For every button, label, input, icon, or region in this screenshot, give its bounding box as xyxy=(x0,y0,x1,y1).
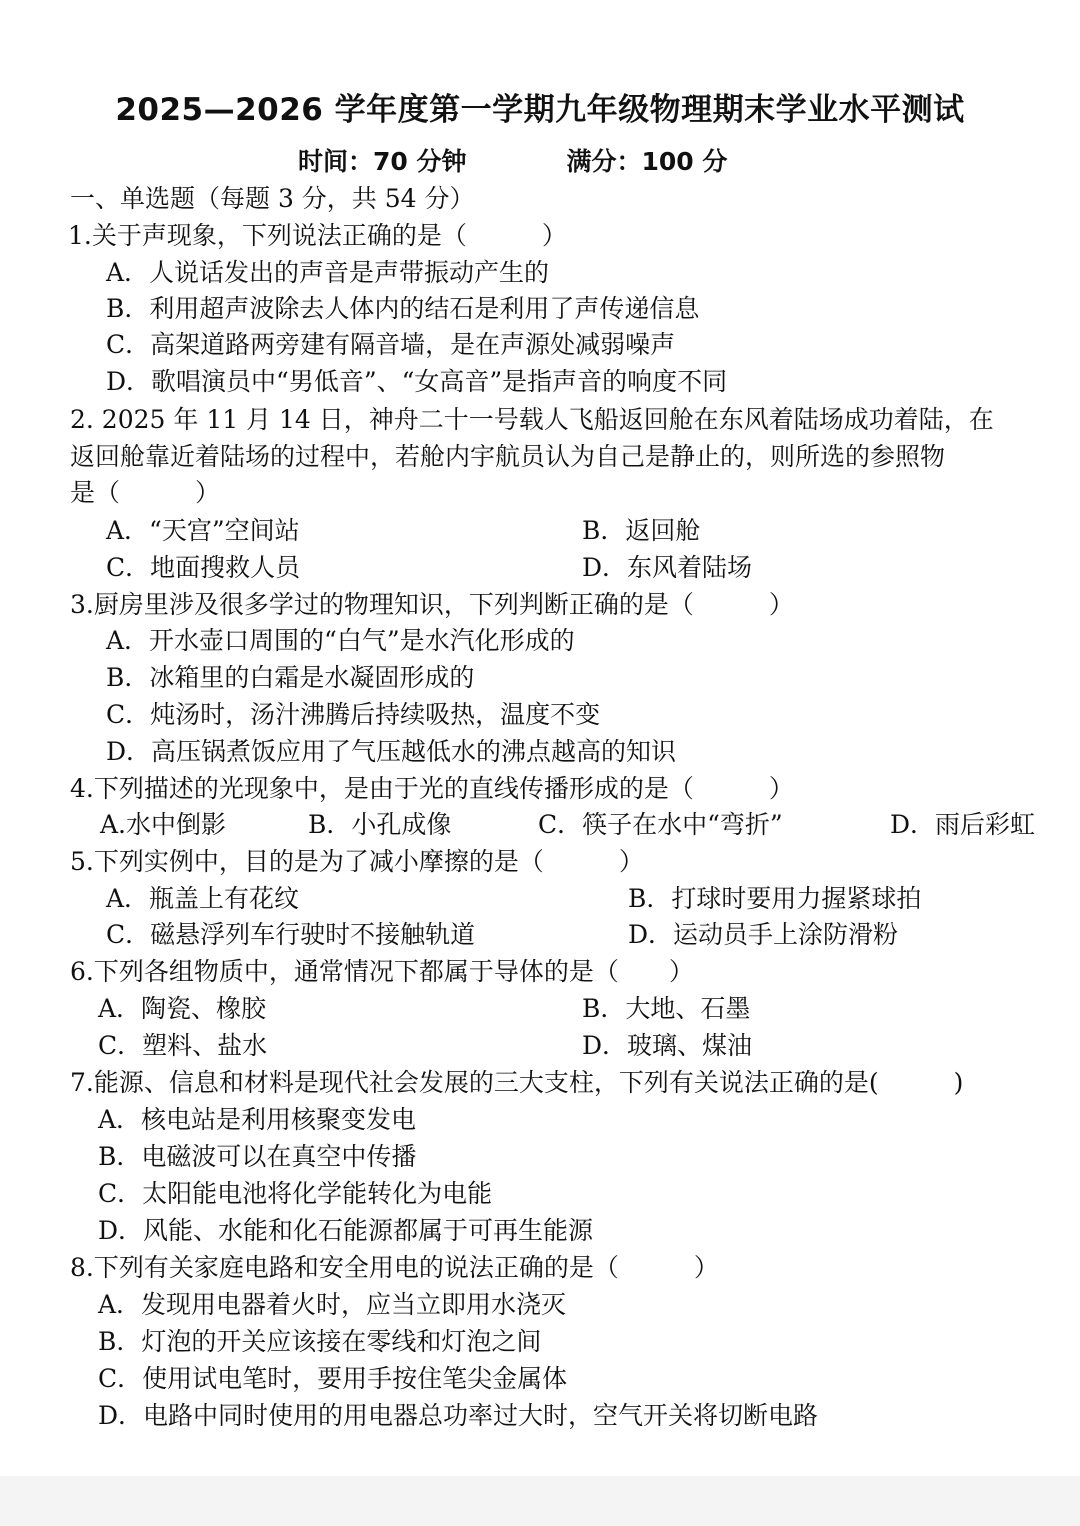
option: C．炖汤时，汤汁沸腾后持续吸热，温度不变 xyxy=(106,700,601,729)
option: C．磁悬浮列车行驶时不接触轨道 xyxy=(106,920,476,949)
question-stem: 4.下列描述的光现象中，是由于光的直线传播形成的是（ ） xyxy=(70,774,794,803)
question-stem: 5.下列实例中，目的是为了减小摩擦的是（ ） xyxy=(70,847,644,876)
option: B．利用超声波除去人体内的结石是利用了声传递信息 xyxy=(106,294,700,323)
question-stem: 2. 2025 年 11 月 14 日，神舟二十一号载人飞船返回舱在东风着陆场成功着陆，在 xyxy=(70,405,994,434)
option: C．筷子在水中“弯折” xyxy=(538,810,783,839)
option: D．东风着陆场 xyxy=(582,553,753,582)
option: B．返回舱 xyxy=(582,516,701,545)
option: B．打球时要用力握紧球拍 xyxy=(628,884,922,913)
option: A．人说话发出的声音是声带振动产生的 xyxy=(106,258,550,287)
option: B．小孔成像 xyxy=(308,810,452,839)
option: A．瓶盖上有花纹 xyxy=(106,884,300,913)
question-stem: 1.关于声现象，下列说法正确的是（ ） xyxy=(68,221,567,250)
option: A.水中倒影 xyxy=(100,810,227,839)
option: B．灯泡的开关应该接在零线和灯泡之间 xyxy=(98,1327,542,1356)
option: D．雨后彩虹 xyxy=(890,810,1036,839)
option: D．歌唱演员中“男低音”、“女高音”是指声音的响度不同 xyxy=(106,367,728,396)
exam-title: 2025—2026 学年度第一学期九年级物理期末学业水平测试 xyxy=(115,92,965,128)
question-stem: 7.能源、信息和材料是现代社会发展的三大支柱，下列有关说法正确的是( ) xyxy=(70,1068,964,1097)
option: C．地面搜救人员 xyxy=(106,553,301,582)
question-stem: 6.下列各组物质中，通常情况下都属于导体的是（ ） xyxy=(70,957,694,986)
question-stem: 3.厨房里涉及很多学过的物理知识，下列判断正确的是（ ） xyxy=(70,590,794,619)
option: A．发现用电器着火时，应当立即用水浇灭 xyxy=(98,1290,567,1319)
option: B．电磁波可以在真空中传播 xyxy=(98,1142,417,1171)
option: D．高压锅煮饭应用了气压越低水的沸点越高的知识 xyxy=(106,737,677,766)
exam-meta xyxy=(298,142,727,178)
section-heading: 一、单选题（每题 3 分，共 54 分） xyxy=(70,184,475,213)
option: D．风能、水能和化石能源都属于可再生能源 xyxy=(98,1216,594,1245)
option: A．核电站是利用核聚变发电 xyxy=(98,1105,417,1134)
option: C．太阳能电池将化学能转化为电能 xyxy=(98,1179,493,1208)
option: B．大地、石墨 xyxy=(582,994,751,1023)
question-stem: 是（ ） xyxy=(70,478,221,507)
time-label: 时间：70 分钟 xyxy=(298,147,467,176)
question-stem: 8.下列有关家庭电路和安全用电的说法正确的是（ ） xyxy=(70,1253,719,1282)
option: B．冰箱里的白霜是水凝固形成的 xyxy=(106,663,475,692)
option: D．电路中同时使用的用电器总功率过大时，空气开关将切断电路 xyxy=(98,1401,819,1430)
page-bottom-margin xyxy=(0,1476,1080,1526)
option: A．“天宫”空间站 xyxy=(106,516,300,545)
option: A．陶瓷、橡胶 xyxy=(98,994,267,1023)
question-stem: 返回舱靠近着陆场的过程中，若舱内宇航员认为自己是静止的，则所选的参照物 xyxy=(70,442,946,471)
option: C．塑料、盐水 xyxy=(98,1031,268,1060)
option: C．高架道路两旁建有隔音墙，是在声源处减弱噪声 xyxy=(106,330,676,359)
option: D．玻璃、煤油 xyxy=(582,1031,753,1060)
option: D．运动员手上涂防滑粉 xyxy=(628,920,899,949)
option: C．使用试电笔时，要用手按住笔尖金属体 xyxy=(98,1364,568,1393)
option: A．开水壶口周围的“白气”是水汽化形成的 xyxy=(106,626,575,655)
score-label: 满分：100 分 xyxy=(566,147,728,176)
